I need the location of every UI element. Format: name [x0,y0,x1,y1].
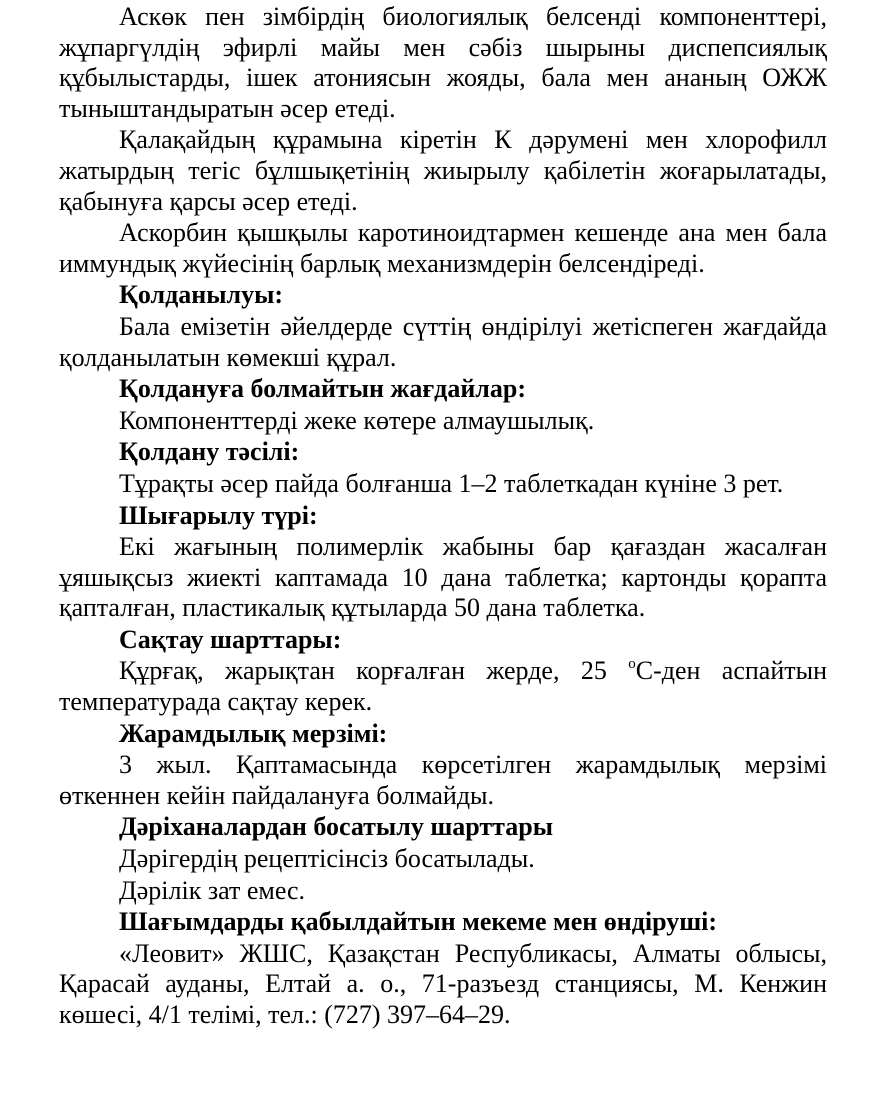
storage-text-after: С-ден аспайтын температурада сақтау керек. [59,656,827,717]
dosage-heading: Қолдану тәсілі: [119,437,300,467]
shelf-life-text: 3 жыл. Қаптамасында көрсетілген жарамдылық мерзімі өткеннен кейін пайдалануға болмайды. [59,750,827,810]
document-page [59,2,827,1031]
intro-paragraph-components: Аскөк пен зімбірдің биологиялық белсенді компоненттері, жұпаргүлдің эфирлі майы мен сәбіз шырыны диспепсиялық құбылыстарды, ішек атониясын жояды, бала мен ананың ОЖЖ тыныштандыратын әсер етеді. [59,2,827,123]
manufacturer-heading: Шағымдарды қабылдайтын мекеме мен өндіруші: [119,907,718,937]
dispensing-heading: Дәріханалардан босатылу шарттары [119,812,554,842]
storage-text [59,656,827,717]
storage-text-before: Құрғақ, жарықтан корғалған жерде, 25 [119,656,629,686]
intro-paragraph-ascorbic-acid: Аскорбин қышқылы каротиноидтармен кешенде ана мен бала иммундық жүйесінің барлық механизмдерін белсендіреді. [59,218,827,278]
degree-superscript: о [628,656,636,673]
usage-heading: Қолданылуы: [119,280,284,310]
dosage-text: Тұрақты әсер пайда болғанша 1–2 таблеткадан күніне 3 рет. [119,468,784,498]
manufacturer-text: «Леовит» ЖШС, Қазақстан Республикасы, Алматы облысы, Қарасай ауданы, Елтай а. о., 71-разъезд станциясы, М. Кенжин көшесі, 4/1 телімі, тел.: (727) 397–64–29. [59,938,827,1029]
contraindications-text: Компоненттерді жеке көтере алмаушылық. [119,405,595,435]
usage-text: Бала емізетін әйелдерде сүттің өндірілуі жетіспеген жағдайда қолданылатын көмекші құрал. [59,311,827,372]
storage-heading: Сақтау шарттары: [119,624,342,654]
release-form-heading: Шығарылу түрі: [119,500,318,530]
dispensing-line-prescription: Дәрігердің рецептісінсіз босатылады. [119,844,535,874]
shelf-life-heading: Жарамдылық мерзімі: [119,718,388,748]
dispensing-line-not-drug: Дәрілік зат емес. [119,875,306,905]
contraindications-heading: Қолдануға болмайтын жағдайлар: [119,374,526,404]
release-form-text: Екі жағының полимерлік жабыны бар қағаздан жасалған ұяшықсыз жиекті каптамада 10 дана таблетка; картонды қорапта қапталған, пластикалық құтыларда 50 дана таблетка. [59,532,827,623]
intro-paragraph-vitamin-k: Қалақайдың құрамына кіретін К дәрумені мен хлорофилл жатырдың тегіс бұлшықетінің жиырылу қабілетін жоғарылатады, қабынуға қарсы әсер етеді. [59,125,827,216]
